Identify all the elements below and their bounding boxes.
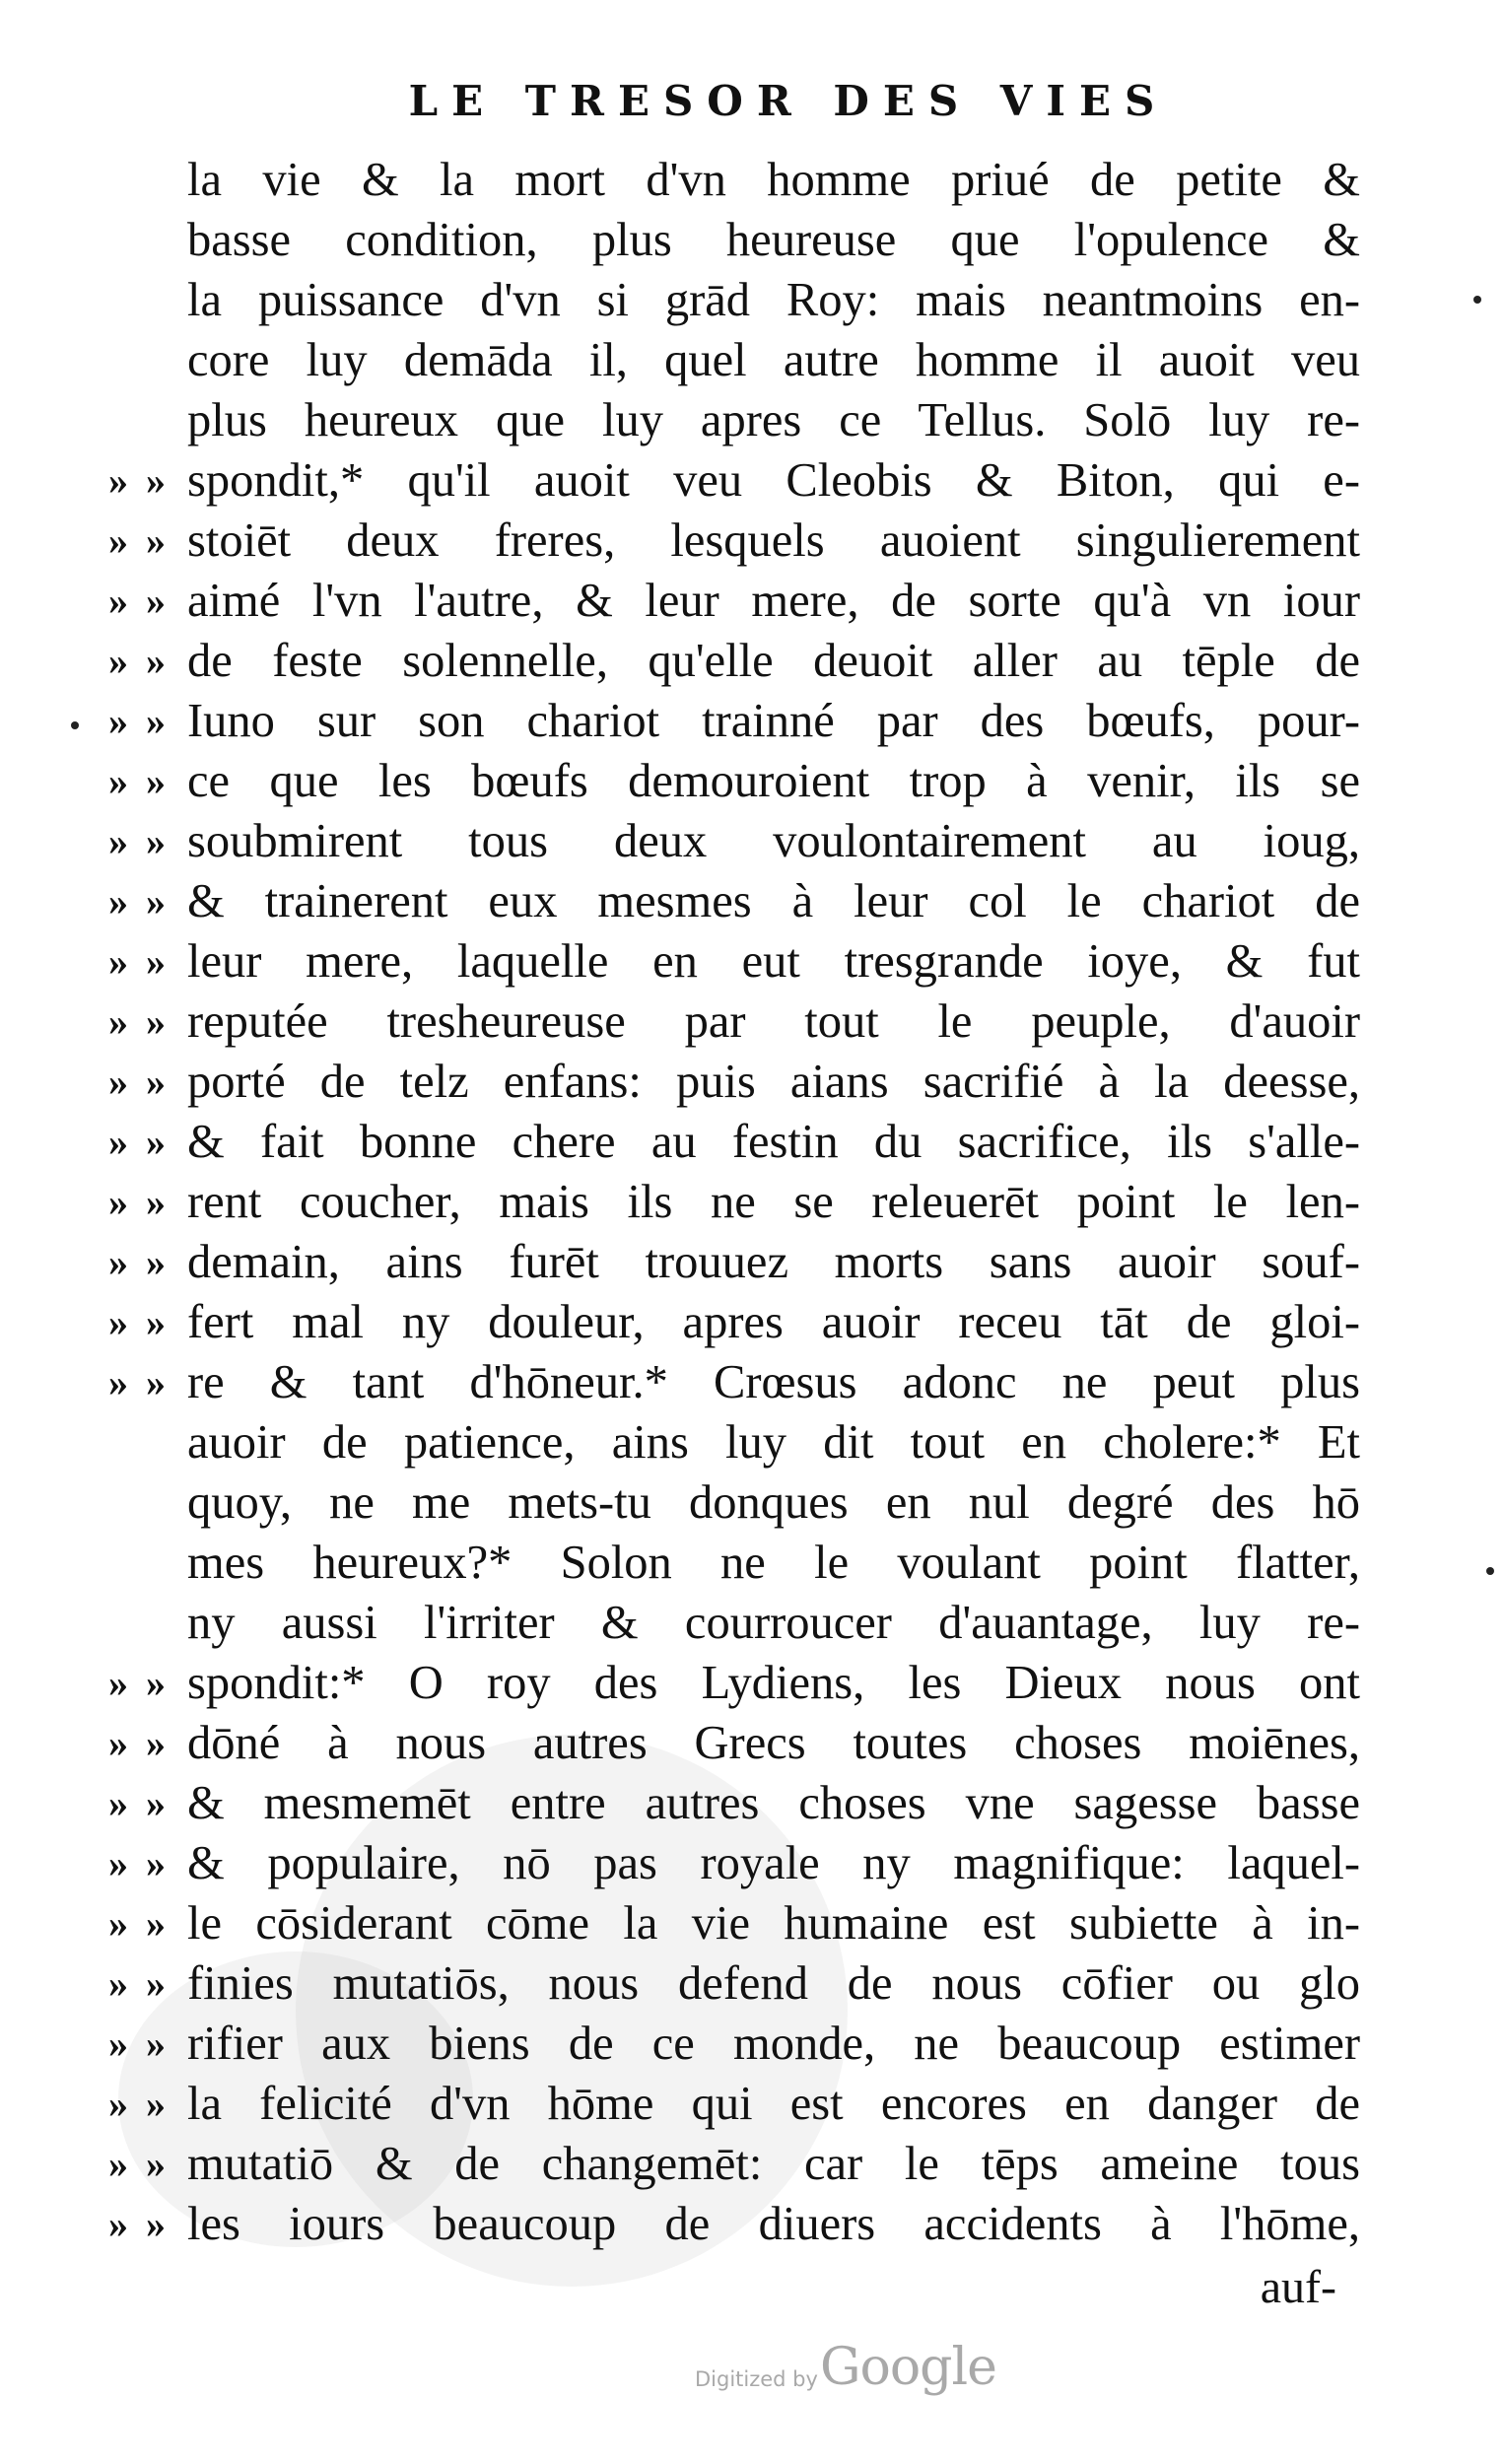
text-line <box>187 1412 1360 1472</box>
quote-marker: » » <box>108 819 168 863</box>
line-text: re & tant d'hōneur.* Crœsus adonc ne peut plus <box>187 1356 1360 1408</box>
line-text: la vie & la mort d'vn homme priué de petite & <box>187 154 1360 206</box>
line-text: stoiēt deux freres, lesquels auoient singulierement <box>187 514 1360 567</box>
quote-marker: » » <box>108 1841 168 1885</box>
quote-marker: » » <box>108 458 168 503</box>
text-line <box>108 1352 1360 1412</box>
text-line <box>108 631 1360 691</box>
quote-marker: » » <box>108 1180 168 1224</box>
text-line <box>108 1773 1360 1833</box>
quote-marker: » » <box>108 1240 168 1284</box>
line-text: fert mal ny douleur, apres auoir receu tāt de gloi- <box>187 1296 1360 1348</box>
line-text: spondit,* qu'il auoit veu Cleobis & Biton, qui e- <box>187 454 1360 507</box>
ink-speck <box>1473 296 1481 304</box>
line-text: & mesmemēt entre autres choses vne sagesse basse <box>187 1777 1360 1829</box>
line-text: dōné à nous autres Grecs toutes choses moiēnes, <box>187 1717 1360 1769</box>
text-line <box>187 1593 1360 1653</box>
line-text: core luy demāda il, quel autre homme il auoit veu <box>187 334 1360 386</box>
text-line <box>108 1052 1360 1112</box>
text-line <box>187 210 1360 270</box>
line-text: aimé l'vn l'autre, & leur mere, de sorte qu'à vn iour <box>187 575 1360 627</box>
quote-marker: » » <box>108 2142 168 2186</box>
line-text: auoir de patience, ains luy dit tout en cholere:* Et <box>187 1416 1360 1469</box>
line-text: porté de telz enfans: puis aians sacrifié à la deesse, <box>187 1056 1360 1108</box>
line-text: soubmirent tous deux voulontairement au ioug, <box>187 815 1360 867</box>
text-line <box>187 330 1360 390</box>
text-line <box>108 1833 1360 1893</box>
line-text: & fait bonne chere au festin du sacrifice, ils s'alle- <box>187 1116 1360 1168</box>
line-text: mes heureux?* Solon ne le voulant point flatter, <box>187 1537 1360 1589</box>
quote-marker: » » <box>108 1661 168 1705</box>
text-line <box>108 571 1360 631</box>
quote-marker: » » <box>108 999 168 1044</box>
catchword: auf- <box>1260 2261 1336 2313</box>
running-head: LE TRESOR DES VIES <box>408 77 1169 125</box>
quote-marker: » » <box>108 1360 168 1404</box>
line-text: reputée tresheureuse par tout le peuple, d'auoir <box>187 995 1360 1048</box>
line-text: Iuno sur son chariot trainné par des bœufs, pour- <box>187 695 1360 747</box>
quote-marker: » » <box>108 518 168 563</box>
line-text: spondit:* O roy des Lydiens, les Dieux nous ont <box>187 1657 1360 1709</box>
quote-marker: » » <box>108 879 168 924</box>
text-line <box>108 992 1360 1052</box>
text-line <box>108 2194 1360 2254</box>
text-line <box>108 1292 1360 1352</box>
quote-marker: » » <box>108 699 168 743</box>
text-line <box>108 450 1360 511</box>
digitized-by-text: Digitized by <box>695 2367 818 2391</box>
quote-marker: » » <box>108 1300 168 1344</box>
digitized-by-watermark <box>690 2338 1025 2407</box>
text-line <box>108 2014 1360 2074</box>
text-line <box>108 2134 1360 2194</box>
text-line <box>108 811 1360 871</box>
line-text: ny aussi l'irriter & courroucer d'auantage, luy re- <box>187 1597 1360 1649</box>
text-line <box>187 150 1360 210</box>
line-text: quoy, ne me mets-tu donques en nul degré des hō <box>187 1476 1360 1529</box>
main-text <box>108 150 1360 2254</box>
quote-marker: » » <box>108 1901 168 1946</box>
quote-marker: » » <box>108 1060 168 1104</box>
text-line <box>108 931 1360 992</box>
text-line <box>108 691 1360 751</box>
line-text: rent coucher, mais ils ne se releuerēt point le len- <box>187 1176 1360 1228</box>
line-text: basse condition, plus heureuse que l'opulence & <box>187 214 1360 266</box>
text-line <box>108 1172 1360 1232</box>
quote-marker: » » <box>108 1961 168 2006</box>
text-line <box>108 1713 1360 1773</box>
line-text: la felicité d'vn hōme qui est encores en danger de <box>187 2078 1360 2130</box>
text-line <box>187 1472 1360 1533</box>
text-line <box>108 871 1360 931</box>
quote-marker: » » <box>108 2082 168 2126</box>
text-line <box>187 1533 1360 1593</box>
ink-speck <box>1486 1567 1494 1575</box>
line-text: les iours beaucoup de diuers accidents à l'hōme, <box>187 2198 1360 2250</box>
line-text: plus heureux que luy apres ce Tellus. Solō luy re- <box>187 394 1360 446</box>
text-line <box>108 1893 1360 1953</box>
line-text: demain, ains furēt trouuez morts sans auoir souf- <box>187 1236 1360 1288</box>
line-text: finies mutatiōs, nous defend de nous cōfier ou glo <box>187 1957 1360 2010</box>
quote-marker: » » <box>108 759 168 803</box>
line-text: & trainerent eux mesmes à leur col le chariot de <box>187 875 1360 927</box>
line-text: leur mere, laquelle en eut tresgrande ioye, & fut <box>187 935 1360 988</box>
line-text: la puissance d'vn si grād Roy: mais neantmoins en- <box>187 274 1360 326</box>
ink-speck <box>71 721 79 729</box>
text-line <box>108 1653 1360 1713</box>
text-line <box>108 1232 1360 1292</box>
line-text: mutatiō & de changemēt: car le tēps ameine tous <box>187 2138 1360 2190</box>
quote-marker: » » <box>108 2202 168 2246</box>
quote-marker: » » <box>108 1781 168 1825</box>
quote-marker: » » <box>108 579 168 623</box>
line-text: & populaire, nō pas royale ny magnifique: laquel- <box>187 1837 1360 1889</box>
text-line <box>108 751 1360 811</box>
text-line <box>187 390 1360 450</box>
text-line <box>108 511 1360 571</box>
quote-marker: » » <box>108 639 168 683</box>
text-line <box>187 270 1360 330</box>
line-text: le cōsiderant cōme la vie humaine est subiette à in- <box>187 1897 1360 1950</box>
line-text: ce que les bœufs demouroient trop à venir, ils se <box>187 755 1360 807</box>
quote-marker: » » <box>108 2021 168 2066</box>
text-line <box>108 2074 1360 2134</box>
google-logo: Google <box>820 2338 996 2397</box>
line-text: rifier aux biens de ce monde, ne beaucoup estimer <box>187 2018 1360 2070</box>
quote-marker: » » <box>108 1721 168 1765</box>
text-line <box>108 1112 1360 1172</box>
text-line <box>108 1953 1360 2014</box>
line-text: de feste solennelle, qu'elle deuoit aller au tēple de <box>187 635 1360 687</box>
quote-marker: » » <box>108 1120 168 1164</box>
quote-marker: » » <box>108 939 168 984</box>
